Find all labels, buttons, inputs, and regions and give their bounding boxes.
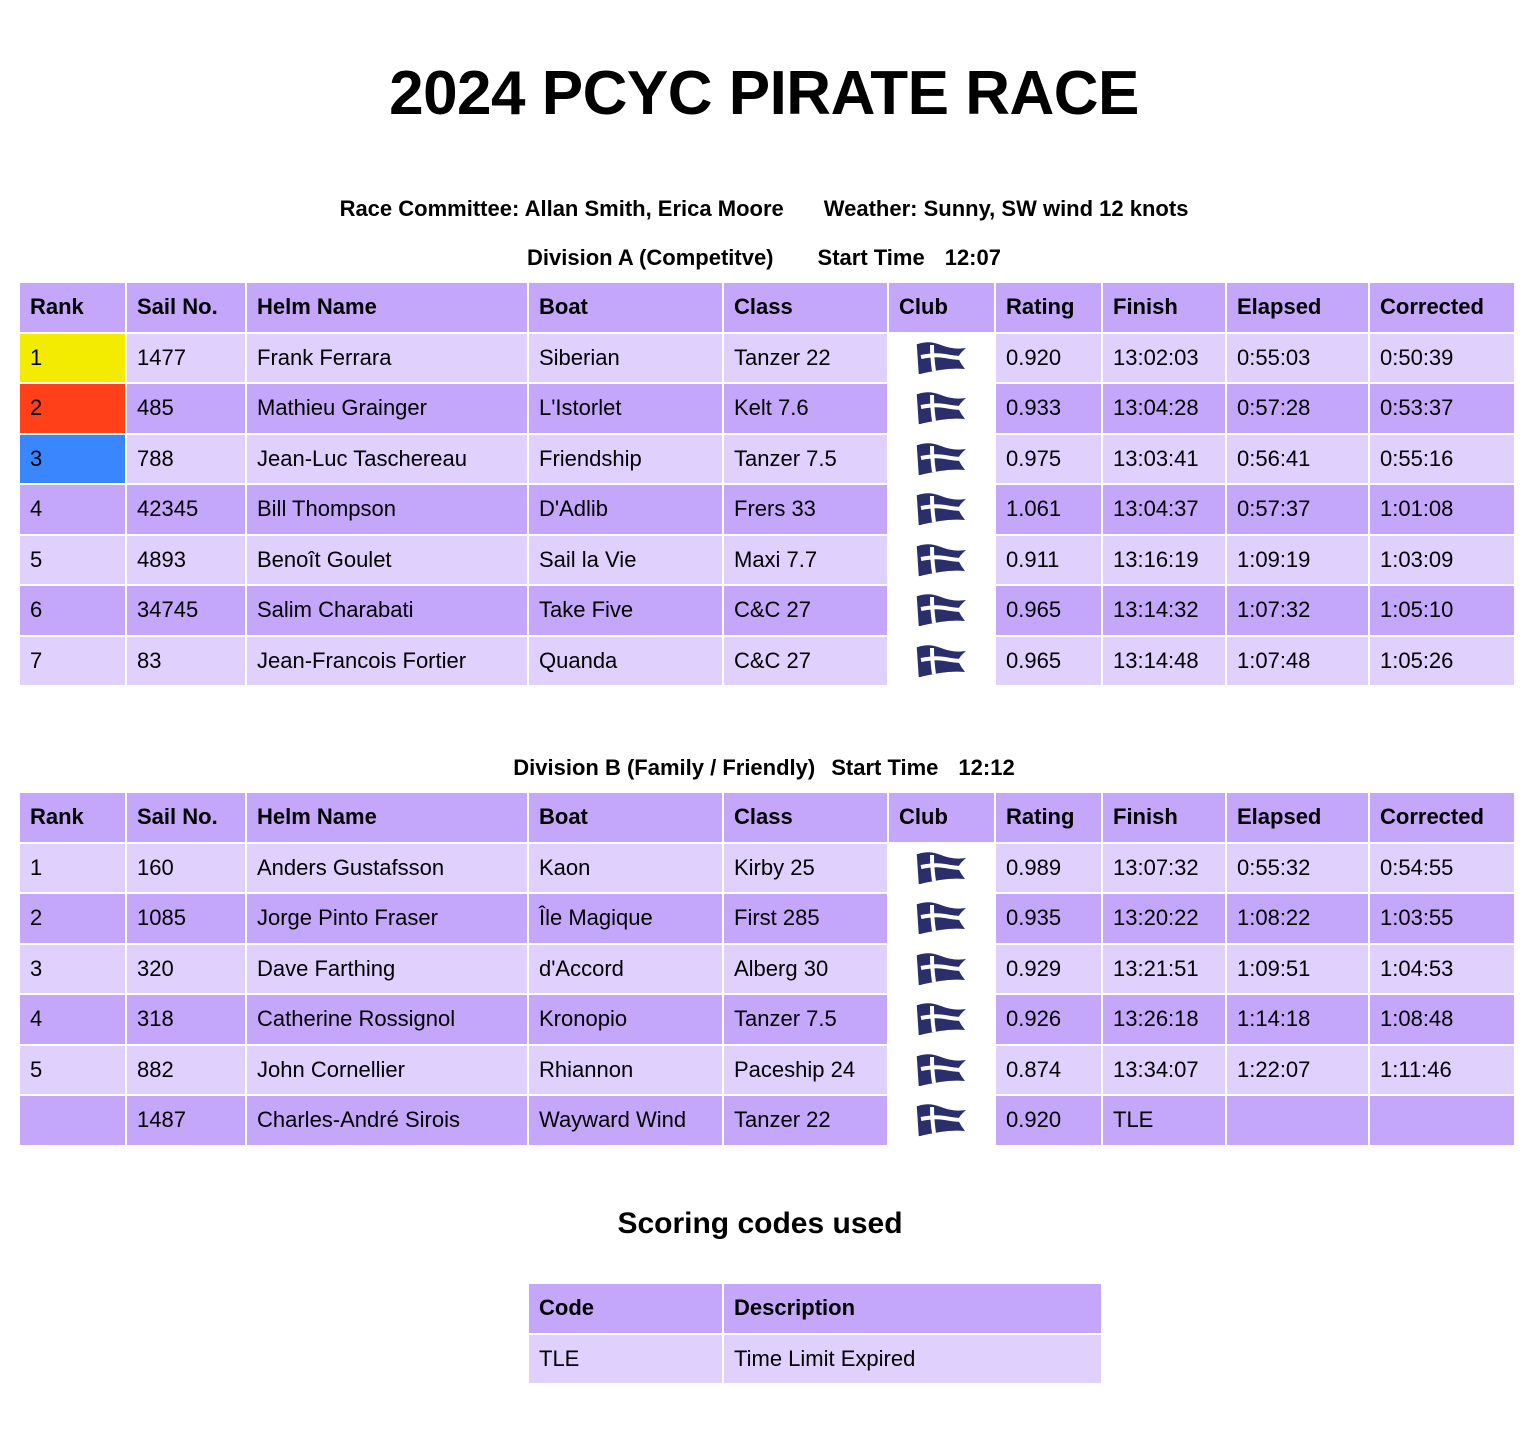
finish-cell: 13:21:51 [1102, 944, 1226, 995]
class-cell: First 285 [723, 893, 888, 944]
boat-cell: Kaon [528, 843, 723, 894]
division-a-heading [0, 245, 1528, 271]
helm-name-cell: Anders Gustafsson [246, 843, 528, 894]
helm-name-cell: Charles-André Sirois [246, 1095, 528, 1146]
class-cell: Tanzer 7.5 [723, 994, 888, 1045]
column-header-sail-no: Sail No. [126, 792, 246, 843]
division-b-results-table [18, 791, 1516, 1147]
finish-cell: 13:16:19 [1102, 535, 1226, 586]
finish-cell: 13:20:22 [1102, 893, 1226, 944]
club-cell [888, 994, 995, 1045]
class-cell: C&C 27 [723, 585, 888, 636]
code-cell: TLE [528, 1334, 723, 1385]
burgee-flag-icon [915, 849, 969, 887]
division-b-heading [0, 755, 1528, 781]
finish-cell: 13:34:07 [1102, 1045, 1226, 1096]
helm-name-cell: Jorge Pinto Fraser [246, 893, 528, 944]
class-cell: Tanzer 22 [723, 333, 888, 384]
scoring-codes-table [527, 1282, 1103, 1385]
club-cell [888, 383, 995, 434]
rank-cell: 7 [19, 636, 126, 687]
rank-cell [19, 1095, 126, 1146]
division-a-name: Division A (Competitve) [527, 245, 774, 270]
club-cell [888, 944, 995, 995]
column-header-helm-name: Helm Name [246, 792, 528, 843]
sail-no-cell: 4893 [126, 535, 246, 586]
class-cell: Kirby 25 [723, 843, 888, 894]
rank-cell: 3 [19, 944, 126, 995]
helm-name-cell: Mathieu Grainger [246, 383, 528, 434]
column-header-elapsed: Elapsed [1226, 282, 1369, 333]
division-b-name: Division B (Family / Friendly) [513, 755, 816, 780]
table-row [19, 944, 1515, 995]
corrected-cell: 0:55:16 [1369, 434, 1515, 485]
sail-no-cell: 160 [126, 843, 246, 894]
class-cell: Paceship 24 [723, 1045, 888, 1096]
boat-cell: L'Istorlet [528, 383, 723, 434]
sail-no-cell: 83 [126, 636, 246, 687]
club-cell [888, 434, 995, 485]
boat-cell: d'Accord [528, 944, 723, 995]
finish-cell: 13:04:37 [1102, 484, 1226, 535]
column-header-rank: Rank [19, 282, 126, 333]
sail-no-cell: 1477 [126, 333, 246, 384]
weather: Weather: Sunny, SW wind 12 knots [823, 196, 1189, 221]
finish-cell: 13:04:28 [1102, 383, 1226, 434]
elapsed-cell: 0:57:37 [1226, 484, 1369, 535]
table-row [19, 333, 1515, 384]
table-row [19, 994, 1515, 1045]
column-header-finish: Finish [1102, 282, 1226, 333]
helm-name-cell: Dave Farthing [246, 944, 528, 995]
column-header-sail-no: Sail No. [126, 282, 246, 333]
rank-cell: 1 [19, 843, 126, 894]
finish-cell: 13:26:18 [1102, 994, 1226, 1045]
column-header-rating: Rating [995, 282, 1102, 333]
boat-cell: Siberian [528, 333, 723, 384]
club-cell [888, 893, 995, 944]
boat-cell: Friendship [528, 434, 723, 485]
finish-cell: 13:14:32 [1102, 585, 1226, 636]
column-header-elapsed: Elapsed [1226, 792, 1369, 843]
rating-cell: 0.965 [995, 585, 1102, 636]
division-a-results-table [18, 281, 1516, 687]
rating-cell: 0.911 [995, 535, 1102, 586]
rating-cell: 0.935 [995, 893, 1102, 944]
burgee-flag-icon [915, 339, 969, 377]
class-cell: Tanzer 22 [723, 1095, 888, 1146]
rating-cell: 0.933 [995, 383, 1102, 434]
rank-cell: 2 [19, 893, 126, 944]
boat-cell: Kronopio [528, 994, 723, 1045]
burgee-flag-icon [915, 440, 969, 478]
sail-no-cell: 882 [126, 1045, 246, 1096]
rank-cell: 6 [19, 585, 126, 636]
boat-cell: D'Adlib [528, 484, 723, 535]
rating-cell: 0.929 [995, 944, 1102, 995]
rating-cell: 0.874 [995, 1045, 1102, 1096]
corrected-cell: 1:03:09 [1369, 535, 1515, 586]
sail-no-cell: 485 [126, 383, 246, 434]
table-row [528, 1334, 1102, 1385]
club-cell [888, 484, 995, 535]
rating-cell: 0.989 [995, 843, 1102, 894]
sail-no-cell: 318 [126, 994, 246, 1045]
rating-cell: 0.920 [995, 333, 1102, 384]
rank-cell: 3 [19, 434, 126, 485]
sail-no-cell: 34745 [126, 585, 246, 636]
club-cell [888, 1095, 995, 1146]
column-header-rating: Rating [995, 792, 1102, 843]
boat-cell: Île Magique [528, 893, 723, 944]
helm-name-cell: Catherine Rossignol [246, 994, 528, 1045]
burgee-flag-icon [915, 1051, 969, 1089]
table-header-row [19, 792, 1515, 843]
corrected-cell: 1:11:46 [1369, 1045, 1515, 1096]
column-header-boat: Boat [528, 282, 723, 333]
column-header-class: Class [723, 792, 888, 843]
division-a-start-label: Start Time [817, 245, 925, 270]
column-header-corrected: Corrected [1369, 792, 1515, 843]
burgee-flag-icon [915, 490, 969, 528]
helm-name-cell: Benoît Goulet [246, 535, 528, 586]
elapsed-cell: 1:22:07 [1226, 1045, 1369, 1096]
burgee-flag-icon [915, 950, 969, 988]
rating-cell: 1.061 [995, 484, 1102, 535]
column-header-boat: Boat [528, 792, 723, 843]
class-cell: Kelt 7.6 [723, 383, 888, 434]
table-row [19, 1095, 1515, 1146]
rating-cell: 0.965 [995, 636, 1102, 687]
table-row [19, 434, 1515, 485]
column-header-club: Club [888, 792, 995, 843]
table-row [19, 636, 1515, 687]
class-cell: Alberg 30 [723, 944, 888, 995]
sail-no-cell: 320 [126, 944, 246, 995]
corrected-cell: 1:05:10 [1369, 585, 1515, 636]
rank-cell: 1 [19, 333, 126, 384]
burgee-flag-icon [915, 1101, 969, 1139]
codes-header-row [528, 1283, 1102, 1334]
division-b-start-label: Start Time [831, 755, 939, 780]
race-info [0, 196, 1528, 222]
table-row [19, 843, 1515, 894]
class-cell: Tanzer 7.5 [723, 434, 888, 485]
column-header-helm-name: Helm Name [246, 282, 528, 333]
burgee-flag-icon [915, 1000, 969, 1038]
sail-no-cell: 1487 [126, 1095, 246, 1146]
rank-cell: 5 [19, 535, 126, 586]
burgee-flag-icon [915, 541, 969, 579]
elapsed-cell: 0:55:03 [1226, 333, 1369, 384]
race-committee: Race Committee: Allan Smith, Erica Moore [339, 196, 784, 221]
burgee-flag-icon [915, 389, 969, 427]
corrected-cell: 1:05:26 [1369, 636, 1515, 687]
column-header-finish: Finish [1102, 792, 1226, 843]
finish-cell: 13:02:03 [1102, 333, 1226, 384]
boat-cell: Take Five [528, 585, 723, 636]
division-a-start-time: 12:07 [944, 245, 1001, 270]
club-cell [888, 535, 995, 586]
helm-name-cell: Salim Charabati [246, 585, 528, 636]
class-cell: Maxi 7.7 [723, 535, 888, 586]
description-cell: Time Limit Expired [723, 1334, 1102, 1385]
boat-cell: Rhiannon [528, 1045, 723, 1096]
finish-cell: 13:07:32 [1102, 843, 1226, 894]
elapsed-cell: 1:07:48 [1226, 636, 1369, 687]
column-header-rank: Rank [19, 792, 126, 843]
burgee-flag-icon [915, 591, 969, 629]
elapsed-cell: 0:57:28 [1226, 383, 1369, 434]
column-header-corrected: Corrected [1369, 282, 1515, 333]
elapsed-cell: 1:14:18 [1226, 994, 1369, 1045]
elapsed-cell: 0:56:41 [1226, 434, 1369, 485]
table-row [19, 484, 1515, 535]
corrected-cell [1369, 1095, 1515, 1146]
burgee-flag-icon [915, 899, 969, 937]
sail-no-cell: 788 [126, 434, 246, 485]
class-cell: C&C 27 [723, 636, 888, 687]
corrected-cell: 0:50:39 [1369, 333, 1515, 384]
sail-no-cell: 1085 [126, 893, 246, 944]
elapsed-cell: 0:55:32 [1226, 843, 1369, 894]
corrected-cell: 1:03:55 [1369, 893, 1515, 944]
corrected-cell: 0:53:37 [1369, 383, 1515, 434]
finish-cell: TLE [1102, 1095, 1226, 1146]
corrected-cell: 1:08:48 [1369, 994, 1515, 1045]
rank-cell: 5 [19, 1045, 126, 1096]
column-header-club: Club [888, 282, 995, 333]
table-row [19, 383, 1515, 434]
table-row [19, 585, 1515, 636]
table-header-row [19, 282, 1515, 333]
club-cell [888, 843, 995, 894]
helm-name-cell: Jean-Luc Taschereau [246, 434, 528, 485]
code-header: Code [528, 1283, 723, 1334]
elapsed-cell: 1:08:22 [1226, 893, 1369, 944]
club-cell [888, 585, 995, 636]
elapsed-cell: 1:09:51 [1226, 944, 1369, 995]
club-cell [888, 1045, 995, 1096]
helm-name-cell: Frank Ferrara [246, 333, 528, 384]
helm-name-cell: Jean-Francois Fortier [246, 636, 528, 687]
finish-cell: 13:14:48 [1102, 636, 1226, 687]
division-b-start-time: 12:12 [958, 755, 1015, 780]
boat-cell: Wayward Wind [528, 1095, 723, 1146]
table-row [19, 535, 1515, 586]
club-cell [888, 636, 995, 687]
boat-cell: Quanda [528, 636, 723, 687]
club-cell [888, 333, 995, 384]
rank-cell: 4 [19, 484, 126, 535]
elapsed-cell [1226, 1095, 1369, 1146]
scoring-codes-title: Scoring codes used [617, 1207, 903, 1240]
class-cell: Frers 33 [723, 484, 888, 535]
rating-cell: 0.975 [995, 434, 1102, 485]
elapsed-cell: 1:07:32 [1226, 585, 1369, 636]
rank-cell: 4 [19, 994, 126, 1045]
corrected-cell: 1:01:08 [1369, 484, 1515, 535]
corrected-cell: 1:04:53 [1369, 944, 1515, 995]
rating-cell: 0.920 [995, 1095, 1102, 1146]
rating-cell: 0.926 [995, 994, 1102, 1045]
sail-no-cell: 42345 [126, 484, 246, 535]
elapsed-cell: 1:09:19 [1226, 535, 1369, 586]
finish-cell: 13:03:41 [1102, 434, 1226, 485]
helm-name-cell: John Cornellier [246, 1045, 528, 1096]
boat-cell: Sail la Vie [528, 535, 723, 586]
table-row [19, 893, 1515, 944]
description-header: Description [723, 1283, 1102, 1334]
helm-name-cell: Bill Thompson [246, 484, 528, 535]
column-header-class: Class [723, 282, 888, 333]
burgee-flag-icon [915, 642, 969, 680]
table-row [19, 1045, 1515, 1096]
corrected-cell: 0:54:55 [1369, 843, 1515, 894]
rank-cell: 2 [19, 383, 126, 434]
page-title: 2024 PCYC PIRATE RACE [389, 59, 1139, 128]
